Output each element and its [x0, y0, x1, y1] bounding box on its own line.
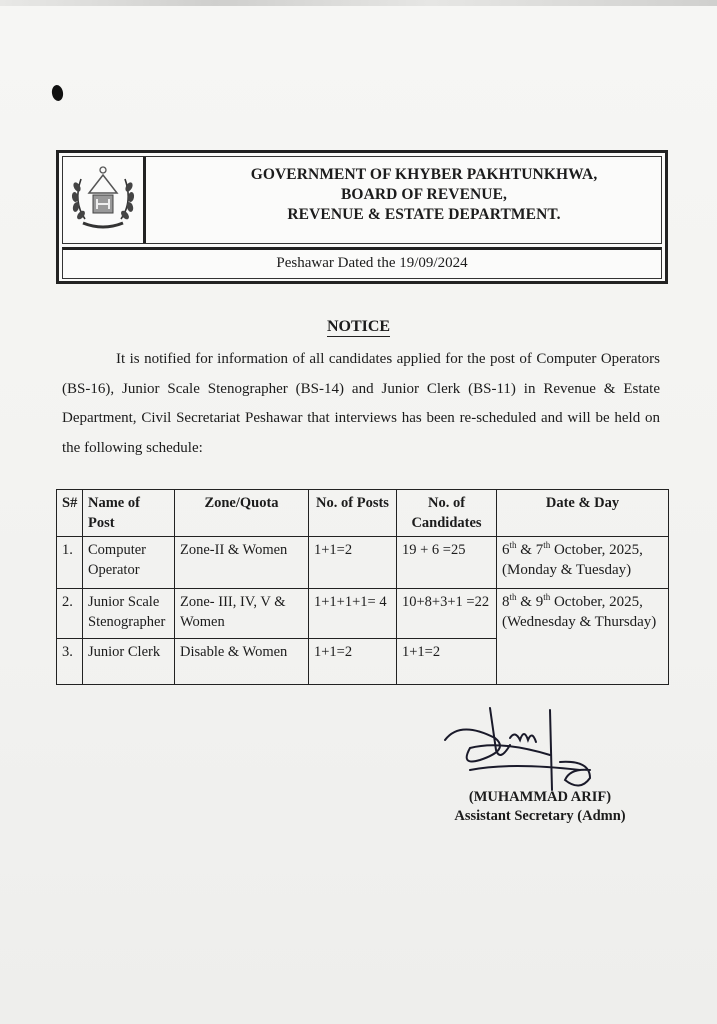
cell-post: Junior Clerk	[83, 639, 175, 685]
header-date: Date & Day	[497, 490, 669, 537]
header-zone: Zone/Quota	[175, 490, 309, 537]
header-candidates: No. of Candidates	[397, 490, 497, 537]
cell-sno: 2.	[57, 589, 83, 639]
date-weekdays: (Wednesday & Thursday)	[502, 614, 657, 630]
signatory-designation: Assistant Secretary (Admn)	[454, 808, 626, 824]
date-day2-suffix: th	[543, 592, 551, 602]
kp-emblem-icon	[63, 157, 143, 243]
date-day1: 8	[502, 594, 510, 610]
header-post: Name of Post	[83, 490, 175, 537]
date-day2-suffix: th	[543, 540, 551, 550]
cell-posts: 1+1+1+1= 4	[309, 589, 397, 639]
cell-posts: 1+1=2	[309, 537, 397, 589]
department-name: REVENUE & ESTATE DEPARTMENT.	[287, 206, 561, 223]
letterhead-title	[147, 157, 661, 243]
table-row	[57, 537, 669, 589]
dated-line: Peshawar Dated the 19/09/2024	[62, 247, 662, 279]
date-day2: 9	[535, 594, 544, 610]
cell-post: Computer Operator	[83, 537, 175, 589]
punch-hole-mark	[51, 84, 65, 102]
signatory-name: (MUHAMMAD ARIF)	[468, 789, 612, 805]
notice-body	[62, 345, 660, 463]
date-weekdays: (Monday & Tuesday)	[502, 562, 632, 578]
signature-icon	[440, 700, 600, 795]
header-sno: S#	[57, 490, 83, 537]
date-day2: 7	[535, 542, 544, 558]
date-day1: 6	[502, 542, 510, 558]
cell-candidates: 1+1=2	[397, 639, 497, 685]
date-month-year: October, 2025,	[553, 594, 643, 610]
table-row	[57, 589, 669, 639]
date-month-year: October, 2025,	[553, 542, 643, 558]
notice-body-text: It is notified for information of all candidates applied for the post of Computer Operators (BS-16), Junior Scale Stenographer (BS-14) and Junior Clerk (BS-11) in Revenue & Estate Department, Civil Secretariat Peshawar that interviews has been re-scheduled and will be held on the following schedule:	[62, 351, 660, 456]
board-name: BOARD OF REVENUE,	[340, 186, 508, 203]
date-day1-suffix: th	[509, 540, 517, 550]
cell-sno: 1.	[57, 537, 83, 589]
cell-sno: 3.	[57, 639, 83, 685]
date-day1-suffix: th	[509, 592, 517, 602]
page-edge-shadow	[0, 0, 717, 6]
notice-heading-text: NOTICE	[326, 318, 391, 335]
emblem-cell	[63, 157, 146, 243]
cell-post: Junior Scale Stenographer	[83, 589, 175, 639]
letterhead	[56, 150, 668, 284]
cell-candidates: 10+8+3+1 =22	[397, 589, 497, 639]
cell-zone: Disable & Women	[175, 639, 309, 685]
cell-date: 8th & 9th October, 2025, (Wednesday & Thursday)	[497, 589, 669, 685]
notice-heading	[0, 318, 717, 336]
cell-zone: Zone-II & Women	[175, 537, 309, 589]
letterhead-top	[62, 156, 662, 244]
interview-schedule-table	[56, 489, 669, 685]
cell-candidates: 19 + 6 =25	[397, 537, 497, 589]
government-name: GOVERNMENT OF KHYBER PAKHTUNKHWA,	[250, 166, 598, 183]
cell-posts: 1+1=2	[309, 639, 397, 685]
header-posts: No. of Posts	[309, 490, 397, 537]
cell-date: 6th & 7th October, 2025, (Monday & Tuesday)	[497, 537, 669, 589]
cell-zone: Zone- III, IV, V & Women	[175, 589, 309, 639]
table-header-row	[57, 490, 669, 537]
